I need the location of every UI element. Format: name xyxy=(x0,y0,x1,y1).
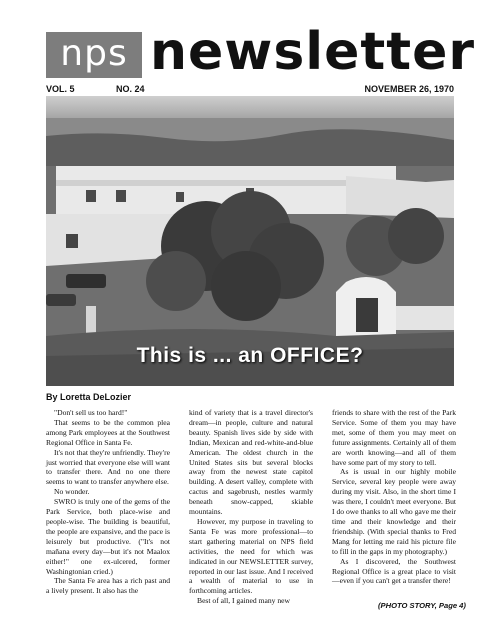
paragraph: It's not that they're unfriendly. They're just worried that everyone else will want to transfer there. And no one there seems to want to transfer anywhere else. xyxy=(46,447,170,487)
paragraph: That seems to be the common plea among Park employees at the Southwest Regional Office in Santa Fe. xyxy=(46,417,170,447)
photo-story-note: (PHOTO STORY, Page 4) xyxy=(378,601,466,610)
volume: VOL. 5 xyxy=(46,84,75,94)
paragraph: "Don't sell us too hard!" xyxy=(54,408,128,417)
paragraph: No wonder. xyxy=(54,487,90,497)
paragraph: As is usual in our highly mobile Service, several key people were away during my visit. Also, in the short time I was there, I couldn't meet everyone. But I do owe thanks to all who gave me their time and their knowledge and their friendship. (With special thanks to Fred Mang for letting me raid his picture file to fill in the gaps in my photography.) xyxy=(332,467,456,556)
byline: By Loretta DeLozier xyxy=(46,392,132,402)
paragraph: friends to share with the rest of the Park Service. Some of them you may have met, some of them you may meet on future assignments. Certainly all of them are worth knowing—and all of them have some part of my story to tell. xyxy=(332,408,457,467)
paragraph: kind of variety that is a travel director's dream—in people, culture and natural beauty. Spanish lives side by side with Indian, Mexican and red-white-and-blue American. The oldest church in the United States sits but several blocks away from the newest state capitol building. A desert valley, complete with cactus and sagebrush, nestles warmly beneath snow-capped, skiable mountains. xyxy=(189,408,313,517)
article-column-2 xyxy=(189,408,313,606)
nps-logo: nps xyxy=(46,32,142,78)
paragraph: SWRO is truly one of the gems of the Park Service, both place-wise and people-wise. The building is beautiful, the people are expansive, and the pace is leisurely but productive. ("It's not mañana every day—but it's not Maalox either!" one ex-ulcered, former Washingtonian cried.) xyxy=(46,497,170,576)
paragraph: Best of all, I gained many new xyxy=(197,596,290,606)
photo-caption: This is ... an OFFICE? xyxy=(136,344,364,367)
paragraph: However, my purpose in traveling to Santa Fe was more professional—to start gathering material on NPS field activities, the need for which was indicated in our NEWSLETTER survey, reported in our last issue. And I received a wealth of material to use in forthcoming articles. xyxy=(189,516,313,596)
newsletter-title: newsletter xyxy=(150,22,475,82)
issue-info xyxy=(46,84,454,96)
office-photo xyxy=(46,96,454,386)
issue-date: NOVEMBER 26, 1970 xyxy=(364,84,454,94)
issue-number: NO. 24 xyxy=(116,84,145,94)
masthead xyxy=(46,22,475,82)
paragraph: As I discovered, the Southwest Regional Office is a great place to visit—even if you can't get a transfer there! xyxy=(332,556,456,586)
article-column-1 xyxy=(46,408,170,596)
article-column-3 xyxy=(332,408,456,586)
office-photo-image xyxy=(46,96,454,386)
paragraph: The Santa Fe area has a rich past and a lively present. It also has the xyxy=(46,576,170,596)
